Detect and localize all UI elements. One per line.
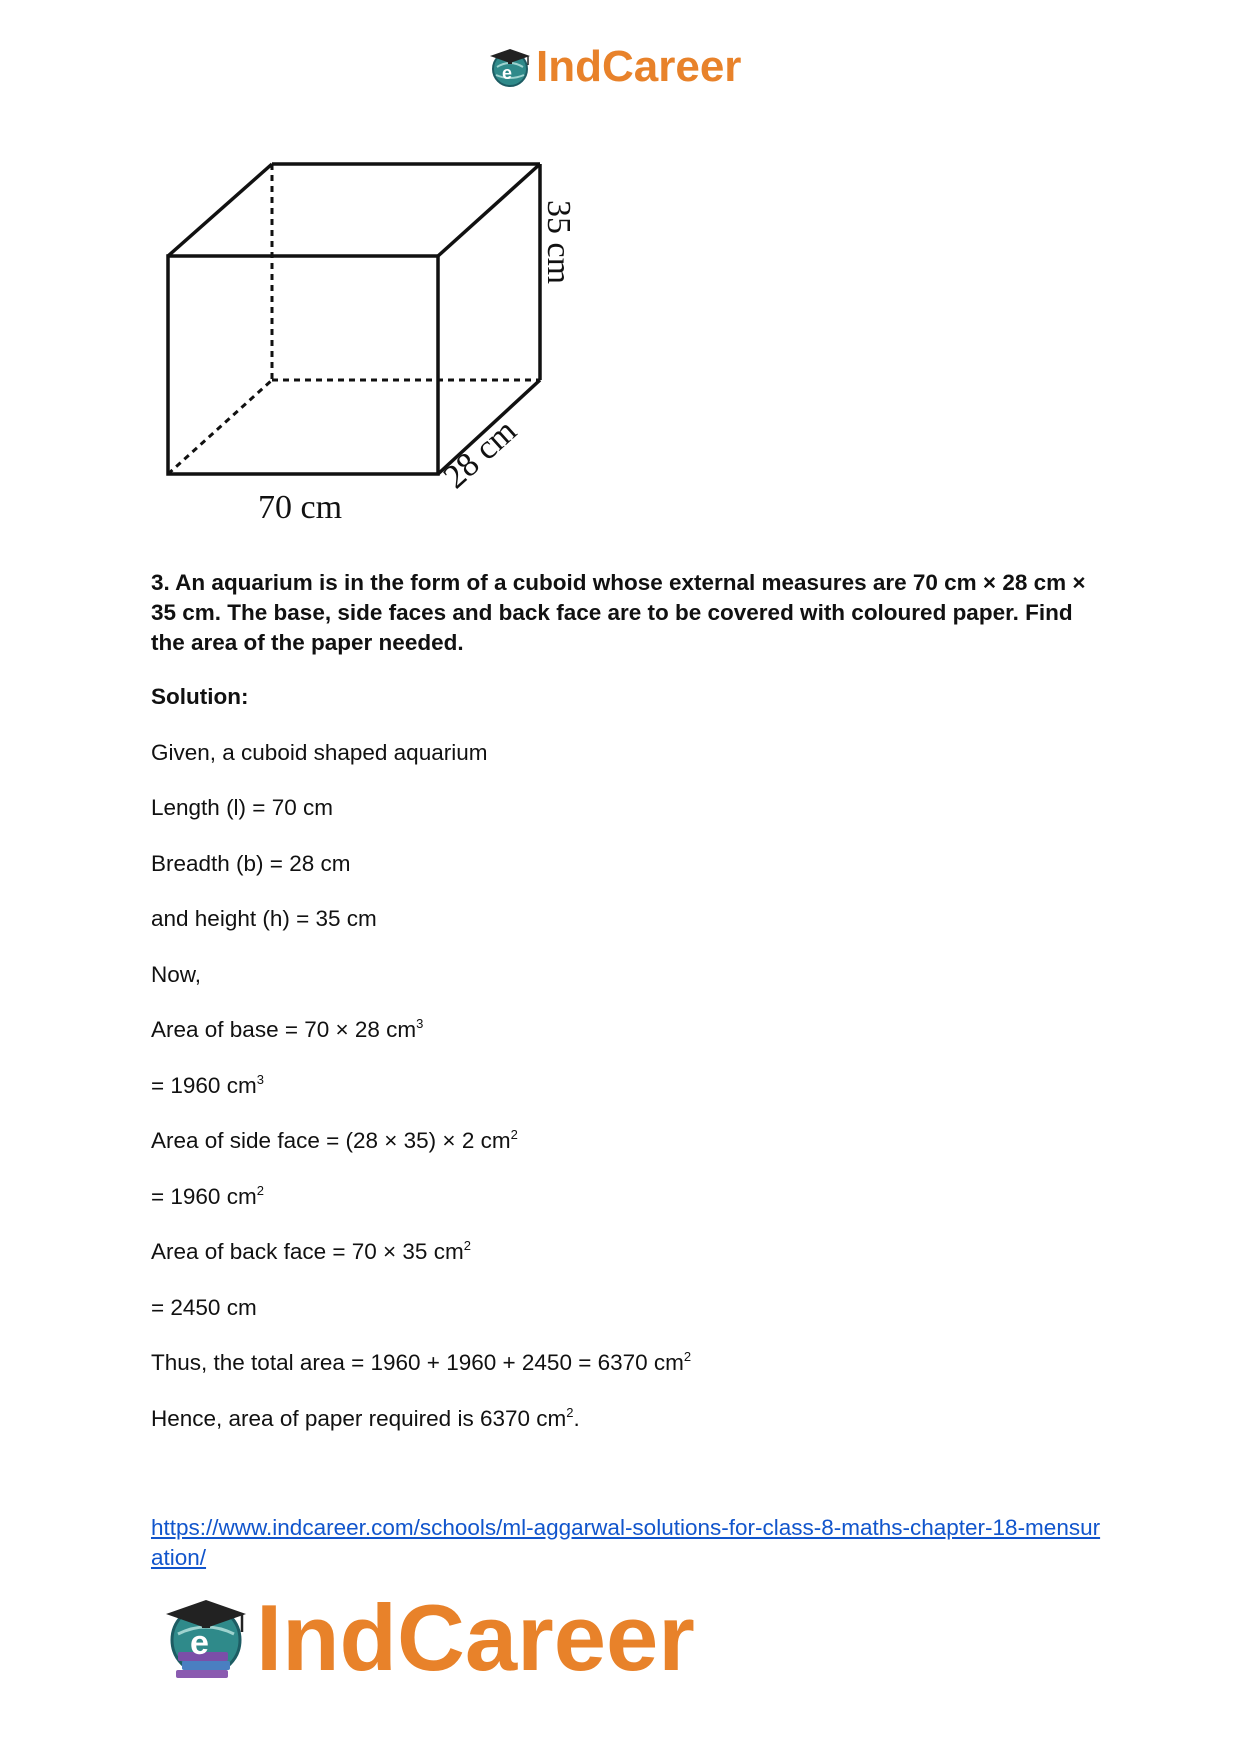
solution-title: Solution: — [151, 684, 249, 709]
cuboid-top-left-edge — [168, 164, 272, 256]
total-line: Thus, the total area = 1960 + 1960 + 2450 = 6370 $cm^2$ — [151, 1349, 692, 1375]
header-brand-text: IndCareer — [536, 42, 742, 91]
height-line: and height (h) = 35 cm — [151, 906, 377, 931]
side-result-line: = 1960 $cm^2$ — [151, 1182, 264, 1209]
conclusion-line: Hence, area of paper required is 6370 $cm^2$. — [151, 1404, 580, 1431]
svg-text:e: e — [502, 63, 513, 83]
base-area-line: Area of base = 70 × 28 $cm^3$ — [151, 1016, 424, 1042]
cuboid-hidden-diagonal-edge — [168, 380, 272, 474]
length-label: 70 cm — [258, 489, 343, 526]
footer-logo — [162, 1585, 695, 1690]
breadth-label: 28 cm — [436, 412, 524, 496]
base-result-line: = 1960 $cm^3$ — [151, 1071, 264, 1098]
given-line: Given, a cuboid shaped aquarium — [151, 739, 488, 765]
header-logo — [488, 42, 741, 92]
globe-books-icon — [162, 1594, 250, 1682]
now-line: Now, — [151, 961, 202, 987]
length-line: Length (l) = 70 cm — [151, 795, 333, 820]
cuboid-front-face — [168, 256, 438, 474]
back-result-line: = 2450 cm — [151, 1294, 257, 1320]
question-text: 3. An aquarium is in the form of a cuboid whose external measures are 70 cm × 28 cm × 35 cm. The base, side faces and back face are to be covered with coloured paper. Find the area of the paper needed. — [151, 570, 1086, 655]
footer-brand-text: IndCareer — [256, 1585, 695, 1690]
svg-text:e: e — [190, 1624, 209, 1662]
side-area-line: Area of side face = (28 × 35) × 2 $cm^2$ — [151, 1127, 518, 1153]
source-link[interactable]: https://www.indcareer.com/schools/ml-aggarwal-solutions-for-class-8-maths-chapter-18-mensuration/ — [151, 1515, 1101, 1570]
breadth-line: Breadth (b) = 28 cm — [151, 850, 351, 876]
back-area-line: Area of back face = 70 × 35 $cm^2$ — [151, 1238, 471, 1264]
cuboid-figure — [150, 150, 600, 530]
solution-content — [151, 568, 1111, 1434]
height-label: 35 cm — [540, 200, 577, 285]
globe-graduation-cap-icon — [488, 45, 532, 89]
cuboid-top-right-edge — [438, 164, 540, 256]
